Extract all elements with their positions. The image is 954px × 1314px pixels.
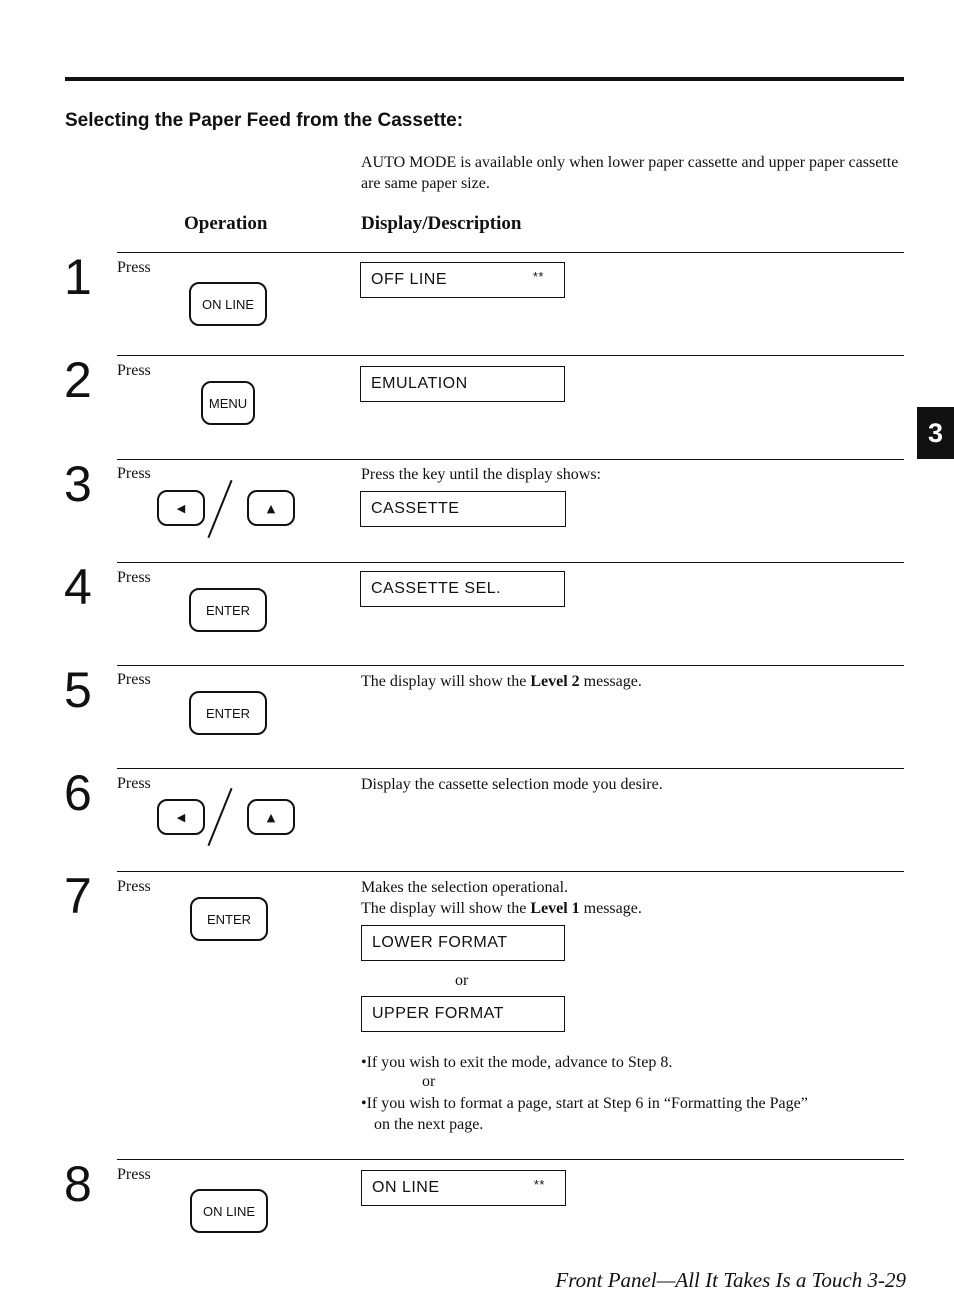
step-rule	[117, 665, 904, 666]
step-number: 1	[64, 249, 92, 305]
slash-divider	[207, 788, 232, 846]
step-description: Display the cassette selection mode you desire.	[361, 776, 663, 793]
step-rule	[117, 1159, 904, 1160]
step-description: The display will show the Level 1 message.	[361, 900, 642, 917]
bullet-text-cont: on the next page.	[374, 1116, 484, 1133]
step-rule	[117, 459, 904, 460]
menu-key: MENU	[201, 381, 255, 425]
enter-key: ENTER	[189, 691, 267, 735]
step-rule	[117, 562, 904, 563]
press-label: Press	[117, 362, 151, 379]
step-rule	[117, 252, 904, 253]
lcd-stars: **	[532, 269, 544, 284]
or-label: or	[422, 1073, 436, 1090]
lcd-stars: **	[533, 1177, 545, 1192]
on-line-key: ON LINE	[189, 282, 267, 326]
intro-text: AUTO MODE is available only when lower paper cassette and upper paper cassette are same paper size.	[361, 154, 899, 192]
on-line-key: ON LINE	[190, 1189, 268, 1233]
step-rule	[117, 871, 904, 872]
lcd-display	[361, 925, 565, 961]
lcd-display	[361, 1170, 566, 1206]
lcd-text: CASSETTE	[371, 500, 460, 517]
top-rule	[65, 77, 904, 81]
step-number: 5	[64, 662, 92, 718]
lcd-text: LOWER FORMAT	[372, 934, 508, 951]
lcd-text: UPPER FORMAT	[372, 1005, 504, 1022]
left-arrow-key: ◀	[157, 799, 205, 835]
press-label: Press	[117, 775, 151, 792]
step-description: Makes the selection operational.	[361, 879, 569, 896]
display-header: Display/Description	[361, 213, 522, 234]
step-number: 2	[64, 352, 92, 408]
page-footer: Front Panel—All It Takes Is a Touch 3-29	[555, 1268, 906, 1292]
step-number: 4	[64, 559, 92, 615]
lcd-display	[360, 366, 565, 402]
lcd-text: CASSETTE SEL.	[371, 580, 502, 597]
step-description: The display will show the Level 2 message.	[361, 673, 642, 690]
press-label: Press	[117, 671, 151, 688]
bullet-text: •If you wish to exit the mode, advance to Step 8.	[361, 1054, 673, 1071]
step-rule	[117, 355, 904, 356]
bullet-text: •If you wish to format a page, start at Step 6 in “Formatting the Page”	[361, 1095, 808, 1112]
press-label: Press	[117, 878, 151, 895]
or-label: or	[455, 972, 469, 989]
step-number: 7	[64, 868, 92, 924]
press-label: Press	[117, 465, 151, 482]
lcd-display	[360, 262, 565, 298]
lcd-text: ON LINE	[372, 1179, 440, 1196]
enter-key: ENTER	[190, 897, 268, 941]
lcd-display	[360, 491, 566, 527]
up-arrow-key: ▲	[247, 490, 295, 526]
press-label: Press	[117, 1166, 151, 1183]
left-arrow-key: ◀	[157, 490, 205, 526]
enter-key: ENTER	[189, 588, 267, 632]
step-number: 3	[64, 456, 92, 512]
press-label: Press	[117, 259, 151, 276]
step-rule	[117, 768, 904, 769]
chapter-tab: 3	[917, 407, 954, 459]
press-label: Press	[117, 569, 151, 586]
up-arrow-key: ▲	[247, 799, 295, 835]
step-number: 8	[64, 1156, 92, 1212]
lcd-text: OFF LINE	[371, 271, 448, 288]
operation-header: Operation	[184, 213, 268, 234]
step-description: Press the key until the display shows:	[361, 466, 601, 483]
lcd-text: EMULATION	[371, 375, 468, 392]
lcd-display	[360, 571, 565, 607]
section-title: Selecting the Paper Feed from the Cassette:	[65, 110, 464, 131]
slash-divider	[207, 480, 232, 538]
step-number: 6	[64, 765, 92, 821]
lcd-display	[361, 996, 565, 1032]
